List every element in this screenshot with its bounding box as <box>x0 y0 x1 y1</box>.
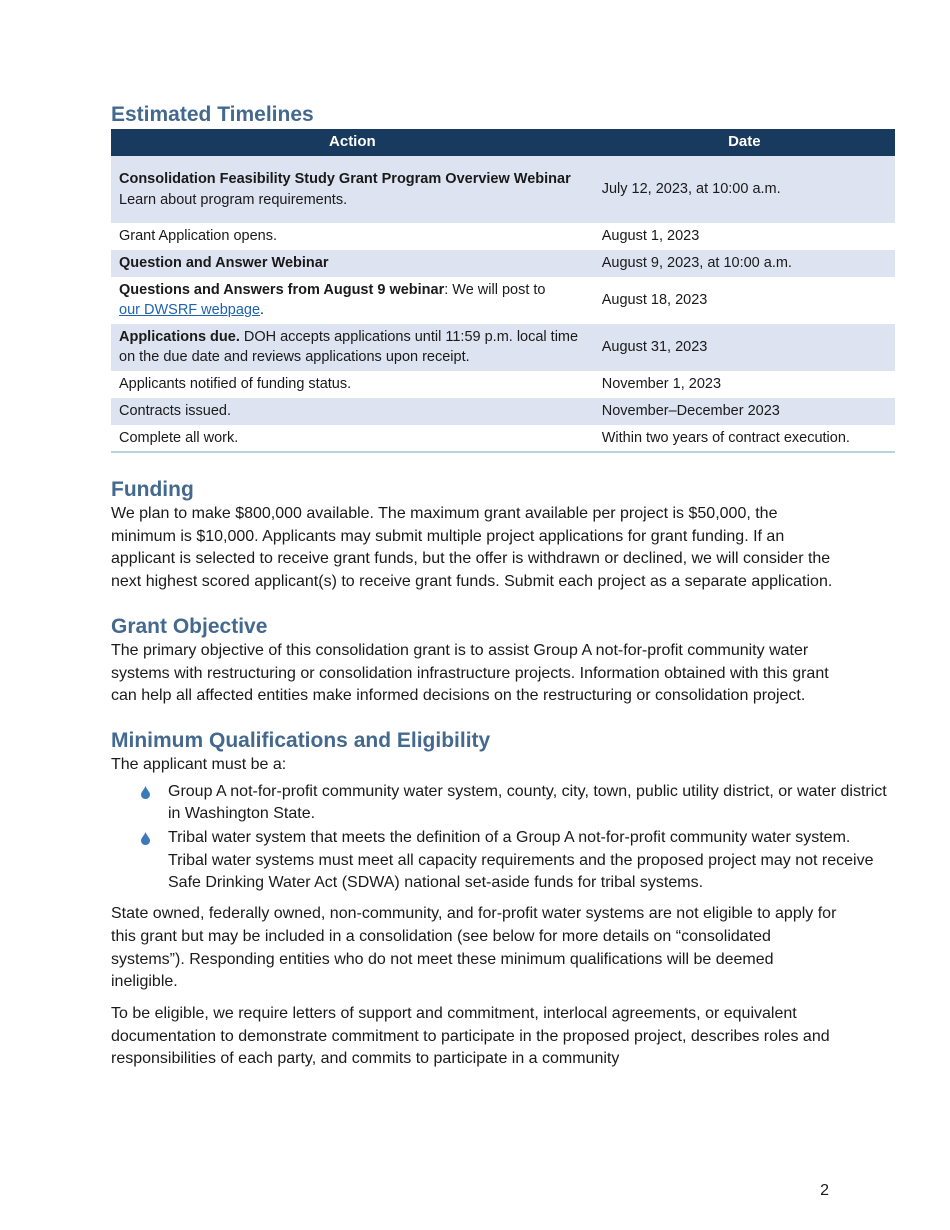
action-cell <box>111 324 594 371</box>
action-text-end: . <box>260 302 265 318</box>
action-text: : We will post to <box>444 281 546 298</box>
date-cell: Within two years of contract execution. <box>601 429 850 446</box>
water-drop-icon <box>141 786 150 799</box>
action-column-header: Action <box>111 129 594 156</box>
action-cell: Grant Application opens. <box>119 228 277 245</box>
date-column-header: Date <box>594 129 895 156</box>
page-content <box>111 102 895 1071</box>
water-drop-icon <box>141 832 150 845</box>
eligibility-heading: Minimum Qualifications and Eligibility <box>111 728 491 752</box>
list-item-text: Tribal water system that meets the definition of a Group A not-for-profit community water system. Tribal water systems must meet all capacity requirements and the proposed project may not receive Safe Drinking Water Act (SDWA) national set-aside funds for tribal systems. <box>168 829 874 892</box>
date-cell: August 31, 2023 <box>594 324 895 371</box>
list-item <box>111 781 893 826</box>
eligibility-paragraph: To be eligible, we require letters of support and commitment, interlocal agreements, or equivalent documentation to demonstrate commitment to participate in the proposed project, describes roles and responsibilities of each party, and commits to participate in a community <box>111 1004 830 1068</box>
funding-heading: Funding <box>111 478 194 501</box>
table-row <box>111 156 895 223</box>
date-cell: August 18, 2023 <box>601 291 708 308</box>
objective-heading: Grant Objective <box>111 614 268 638</box>
action-title: Consolidation Feasibility Study Grant Program Overview Webinar <box>119 171 571 187</box>
table-row <box>111 277 895 324</box>
date-cell: July 12, 2023, at 10:00 a.m. <box>594 156 895 223</box>
list-item-text: Group A not-for-profit community water system, county, city, town, public utility district, or water district in Washington State. <box>168 782 887 823</box>
action-cell: Question and Answer Webinar <box>111 250 594 277</box>
list-item <box>111 827 893 895</box>
action-title: Questions and Answers from August 9 webinar <box>119 281 445 298</box>
table-row <box>111 324 895 371</box>
action-text: DOH accepts applications until 11:59 p.m. local time on the due date and reviews applications upon receipt. <box>119 328 579 365</box>
timelines-heading: Estimated Timelines <box>111 103 314 126</box>
date-cell: August 9, 2023, at 10:00 a.m. <box>594 250 895 277</box>
table-row <box>111 398 895 425</box>
page-number: 2 <box>820 1182 829 1199</box>
objective-text: The primary objective of this consolidation grant is to assist Group A not-for-profit community water systems with restructuring or consolidation infrastructure projects. Information obtained with this grant can help all affected entities make informed decisions on the restructuring or consolidation project. <box>111 641 829 705</box>
dwsrf-webpage-link[interactable]: our DWSRF webpage <box>119 302 261 318</box>
action-cell <box>111 277 594 324</box>
table-row <box>111 250 895 277</box>
eligibility-paragraph: State owned, federally owned, non-community, and for-profit water systems are not eligible to apply for this grant but may be included in a consolidation (see below for more details on “consolidated systems”). Responding entities who do not meet these minimum qualifications will be deemed ineligible. <box>111 905 837 991</box>
table-row <box>111 425 895 453</box>
date-cell: November–December 2023 <box>594 398 895 425</box>
action-cell: Contracts issued. <box>111 398 594 425</box>
table-header-row <box>111 129 895 156</box>
action-text: Learn about program requirements. <box>119 191 348 208</box>
table-row <box>111 223 895 250</box>
funding-text: We plan to make $800,000 available. The maximum grant available per project is $50,000, the minimum is $10,000. Applicants may submit multiple project applications for grant funding. If an applicant is selected to receive grant funds, but the offer is withdrawn or declined, we will consider the next highest scored applicant(s) to receive grant funds. Submit each project as a separate application. <box>111 505 833 591</box>
action-title: Applications due. <box>119 328 240 345</box>
date-cell: August 1, 2023 <box>601 228 700 245</box>
eligibility-intro: The applicant must be a: <box>111 755 287 773</box>
action-cell <box>111 156 594 223</box>
eligibility-list <box>111 781 895 896</box>
action-cell: Complete all work. <box>119 429 239 446</box>
table-row <box>111 371 895 398</box>
action-cell: Applicants notified of funding status. <box>119 375 352 392</box>
date-cell: November 1, 2023 <box>601 375 722 392</box>
timeline-table <box>111 129 895 453</box>
